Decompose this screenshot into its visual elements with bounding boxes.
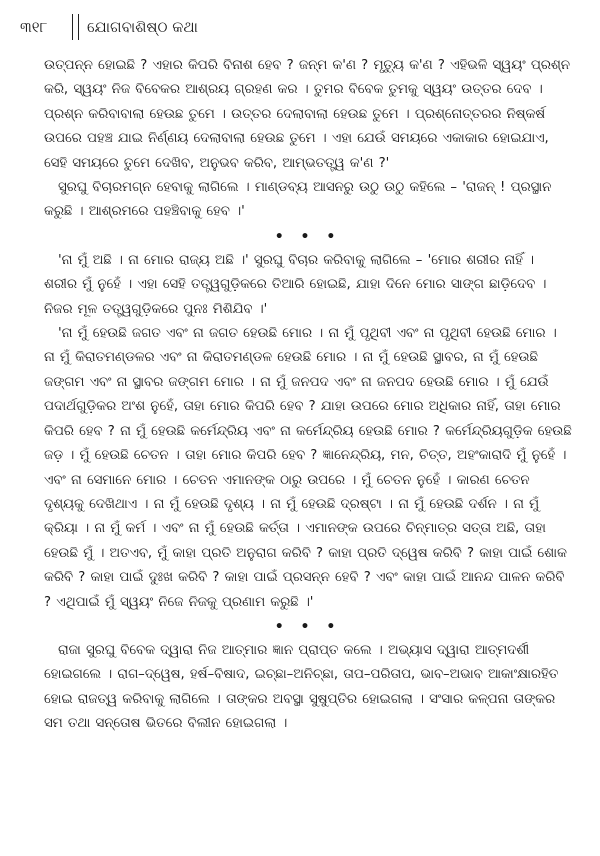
section-separator-1: • • •	[274, 228, 342, 245]
header-divider	[72, 14, 79, 40]
paragraph-4: 'ନା ମୁଁ ହେଉଛି ଜଗତ ଏବଂ ନା ଜଗତ ହେଉଛି ମୋର । ନା ମୁଁ ପୃଥିବୀ ଏବଂ ନା ପୃଥିବୀ ହେଉଛି ମୋର । ନା ମୁଁ କିରାତମଣ୍ଡଳର ଏବଂ ନା କିରାତମଣ୍ଡଳ ହେଉଛି ମୋର । ନା ମୁଁ ହେଉଛି ସ୍ଥାବର, ନା ମୁଁ ହେଉଛି ଜଙ୍ଗମ ଏବଂ ନା ସ୍ଥାବର ଜଙ୍ଗମ ମୋର । ନା ମୁଁ ଜନପଦ ଏବଂ ନା ଜନପଦ ହେଉଛି ମୋର । ମୁଁ ଯେଉଁ ପଦାର୍ଥଗୁଡ଼ିକର ଅଂଶ ନୁହେଁ, ତାହା ମୋର କିପରି ହେବ ? ଯାହା ଉପରେ ମୋର ଅଧିକାର ନାହିଁ, ତାହା ମୋର କିପରି ହେବ ? ନା ମୁଁ ହେଉଛି କର୍ମେନ୍ଦ୍ରିୟ ଏବଂ ନା କର୍ମେନ୍ଦ୍ରିୟ ହେଉଛି ମୋର ? କର୍ମେନ୍ଦ୍ରିୟଗୁଡ଼ିକ ହେଉଛି ଜଡ଼ । ମୁଁ ହେଉଛି ଚେତନ । ତାହା ମୋର କିପରି ହେବ ? ଜ୍ଞାନେନ୍ଦ୍ରିୟ, ମନ, ଚିତ୍ତ, ଅହଂକାରାଦି ମୁଁ ନୁହେଁ । ଏବଂ ନା ସେମାନେ ମୋର । ଚେତନ ଏମାନଙ୍କ ଠାରୁ ଉପରେ । ମୁଁ ଚେତନ ନୁହେଁ । କାରଣ ଚେତନ ଦୃଶ୍ୟକୁ ଦେଖିଥାଏ । ନା ମୁଁ ହେଉଛି ଦୃଶ୍ୟ । ନା ମୁଁ ହେଉଛି ଦ୍ରଷ୍ଟା । ନା ମୁଁ ହେଉଛି ଦର୍ଶନ । ନା ମୁଁ କ୍ରିୟା । ନା ମୁଁ କର୍ମ । ଏବଂ ନା ମୁଁ ହେଉଛି କର୍ତ୍ତା । ଏମାନଙ୍କ ଉପରେ ଚିନ୍ମାତ୍ର ସତ୍ତା ଅଛି, ତାହା ହେଉଛି ମୁଁ । ଅତଏବ, ମୁଁ କାହା ପ୍ରତି ଅନୁରାଗ କରିବି ? କାହା ପ୍ରତି ଦ୍ୱେଷ କରିବି ? କାହା ପାଇଁ ଶୋକ କରିବି ? କାହା ପାଇଁ ଦୁଃଖ କରିବି ? କାହା ପାଇଁ ପ୍ରସନ୍ନ ହେବି ? ଏବଂ କାହା ପାଇଁ ଆନନ୍ଦ ପାଳନ କରିବି ? ଏଥିପାଇଁ ମୁଁ ସ୍ୱୟଂ ନିଜେ ନିଜକୁ ପ୍ରଣାମ କରୁଛି ।'	[44, 326, 572, 610]
page-number: ୩୧୮	[20, 18, 48, 36]
section-separator-2: • • •	[274, 618, 342, 635]
body-text	[44, 54, 572, 737]
page-header	[20, 14, 580, 40]
paragraph-2: ସୁରଘୁ ବିଚାରମଗ୍ନ ହେବାକୁ ଲାଗିଲେ । ମାଣ୍ଡବ୍ୟ ଆସନରୁ ଉଠୁ ଉଠୁ କହିଲେ – 'ରାଜନ୍ ! ପ୍ରସ୍ଥାନ କରୁଛି । ଆଶ୍ରମରେ ପହଞ୍ଚିବାକୁ ହେବ ।'	[44, 180, 552, 220]
running-title: ଯୋଗବାଶିଷ୍ଠ କଥା	[87, 18, 198, 36]
paragraph-1: ଉତ୍ପନ୍ନ ହୋଇଛି ? ଏହାର କିପରି ବିନାଶ ହେବ ? ଜନ୍ମ କ'ଣ ? ମୃତ୍ୟୁ କ'ଣ ? ଏହିଭଳି ସ୍ୱୟଂ ପ୍ରଶ୍ନ କରି, ସ୍ୱୟଂ ନିଜ ବିବେକର ଆଶ୍ରୟ ଗ୍ରହଣ କର । ତୁମର ବିବେକ ତୁମକୁ ସ୍ୱୟଂ ଉତ୍ତର ଦେବ । ପ୍ରଶ୍ନ କରିବାବାଲା ହେଉଛ ତୁମେ । ଉତ୍ତର ଦେଲାବାଲା ହେଉଛ ତୁମେ । ପ୍ରଶ୍ନୋତ୍ତରର ନିଷ୍କର୍ଷ ଉପରେ ପହଞ୍ଚ ଯାଇ ନିର୍ଣ୍ଣୟ ଦେଲାବାଲା ହେଉଛ ତୁମେ । ଏହା ଯେଉଁ ସମୟରେ ଏକାକାର ହୋଇଯାଏ, ସେହି ସମୟରେ ତୁମେ ଦେଖିବ, ଅନୁଭବ କରିବ, ଆମ୍ଭତତ୍ତ୍ୱ କ'ଣ ?'	[44, 58, 570, 171]
paragraph-3: 'ନା ମୁଁ ଅଛି । ନା ମୋର ରାଜ୍ୟ ଅଛି ।' ସୁରଘୁ ବିଚାର କରିବାକୁ ଲାଗିଲେ – 'ମୋର ଶରୀର ନାହିଁ । ଶରୀର ମୁଁ ନୁହେଁ । ଏହା ସେହି ତତ୍ତ୍ୱଗୁଡ଼ିକରେ ତିଆରି ହୋଇଛି, ଯାହା ଦିନେ ମୋର ସାଙ୍ଗ ଛାଡ଼ିଦେବ । ନିଜର ମୂଳ ତତ୍ତ୍ୱଗୁଡ଼ିକରେ ପୁନଃ ମିଶିଯିବ ।'	[44, 252, 547, 317]
paragraph-5: ରାଜା ସୁରଘୁ ବିବେକ ଦ୍ୱାରା ନିଜ ଆତ୍ମାର ଜ୍ଞାନ ପ୍ରାପ୍ତ କଲେ । ଅଭ୍ୟାସ ଦ୍ୱାରା ଆତ୍ମଦର୍ଶୀ ହୋଇଗଲେ । ରାଗ–ଦ୍ୱେଷ, ହର୍ଷ–ବିଷାଦ, ଇଚ୍ଛା–ଅନିଚ୍ଛା, ତାପ–ପରିତାପ, ଭାବ–ଅଭାବ ଆକାଂକ୍ଷାରହିତ ହୋଇ ରାଜତ୍ୱ କରିବାକୁ ଲାଗିଲେ । ତାଙ୍କର ଅବସ୍ଥା ସୁଷୁପ୍ତିର ହୋଇଗଲା । ସଂସାର କଳ୍ପନା ତାଙ୍କର ସମ ତଥା ସନ୍ତୋଷ ଭିତରେ ବିଲୀନ ହୋଇଗଲା ।	[44, 642, 559, 732]
